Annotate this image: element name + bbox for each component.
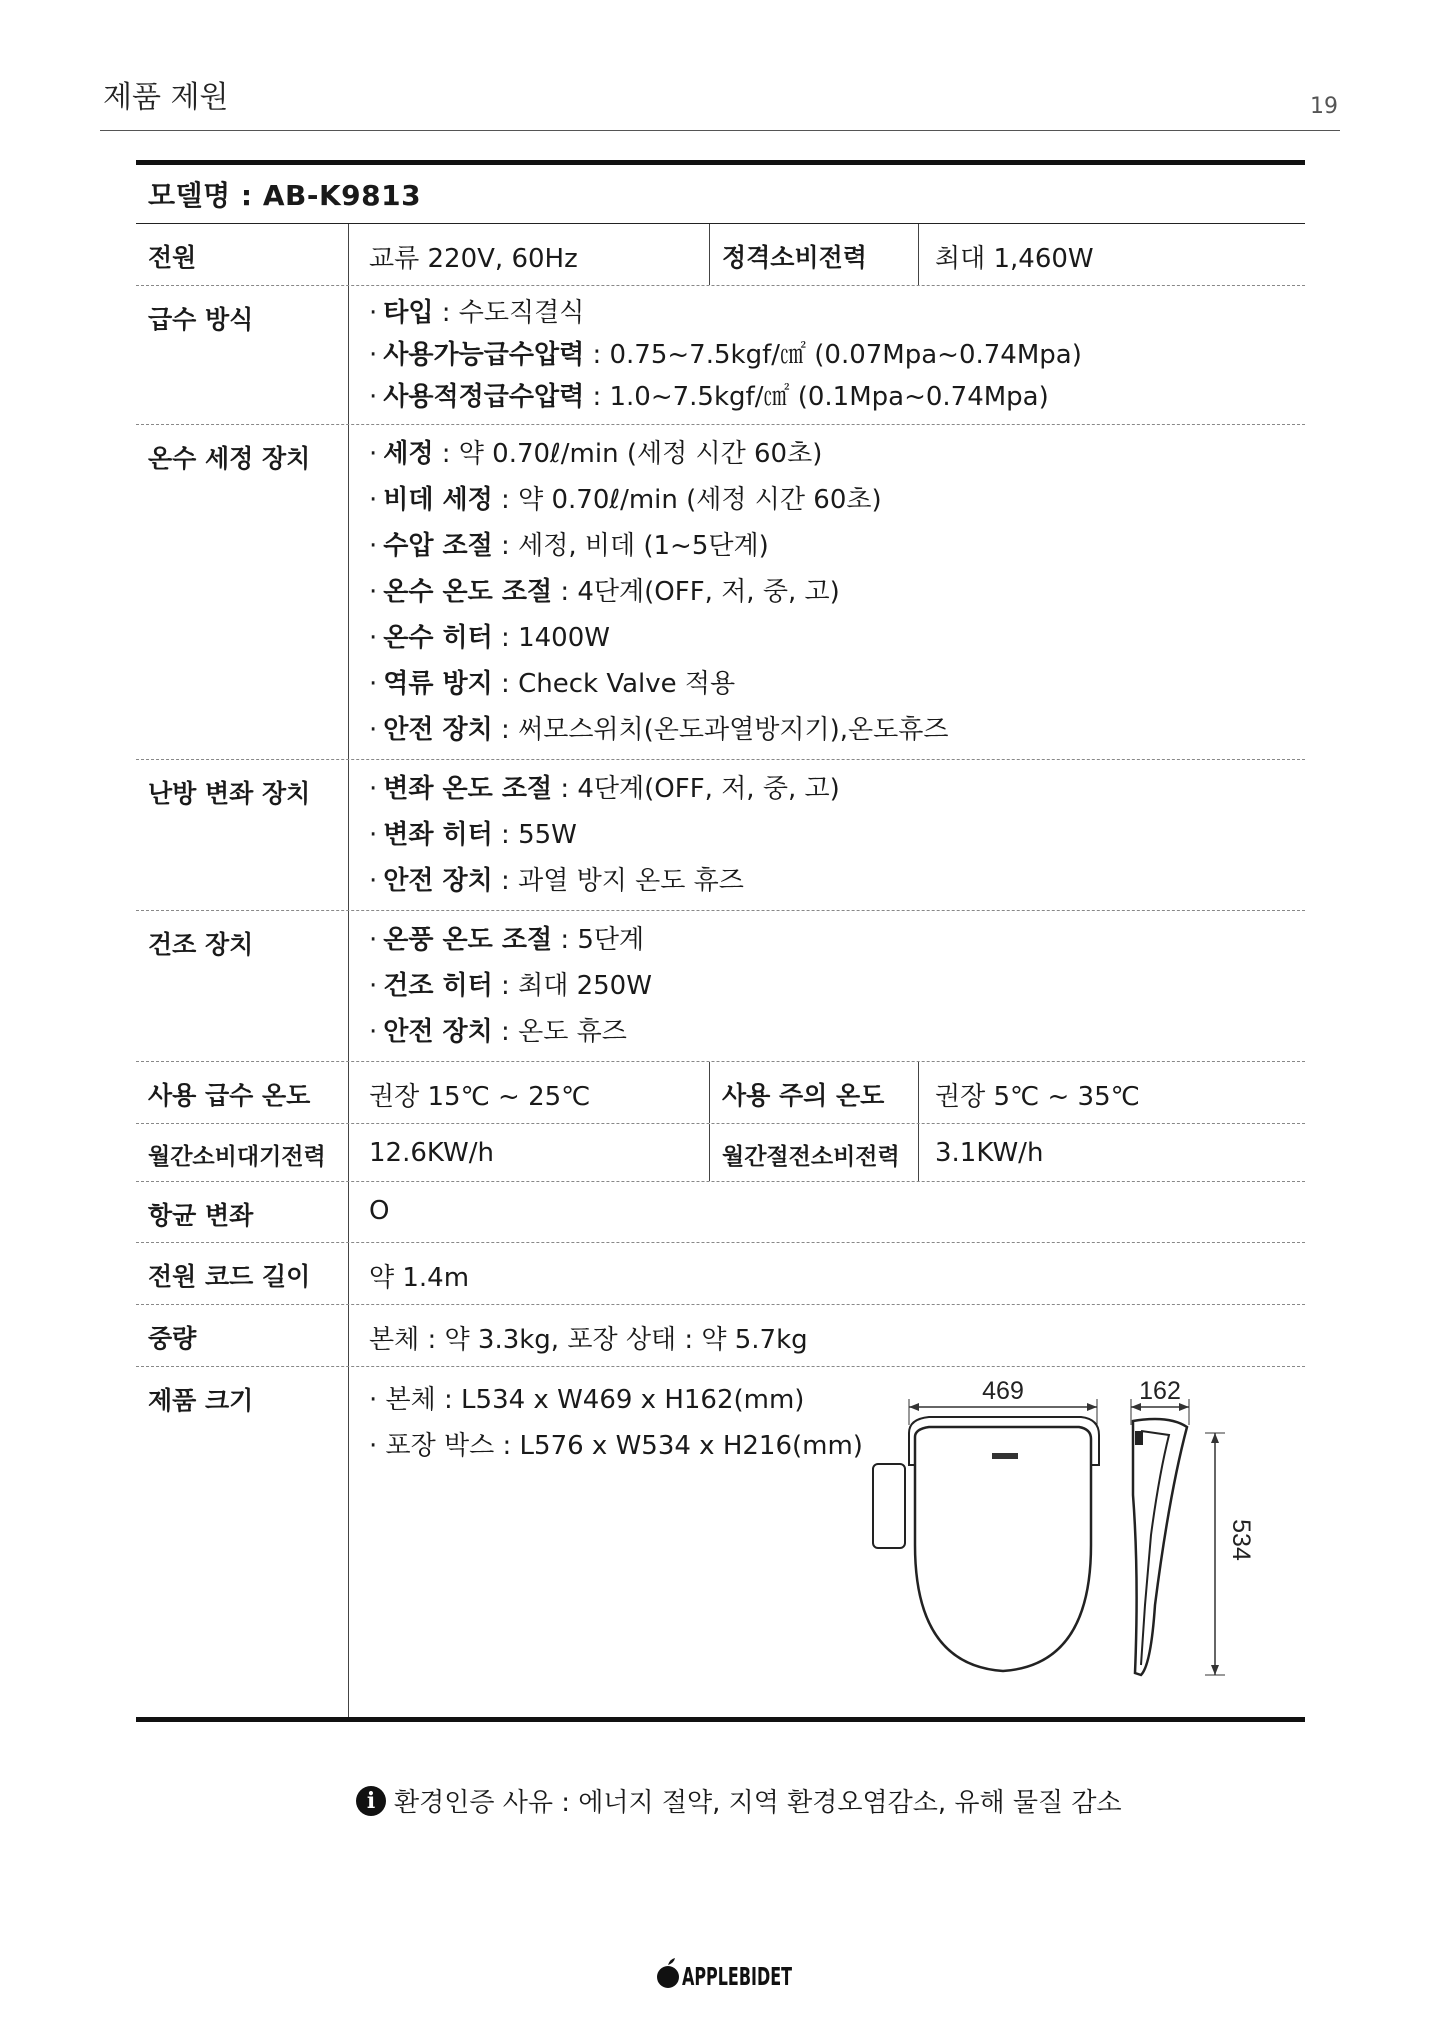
- list-item: · 온수 온도 조절 : 4단계(OFF, 저, 중, 고): [369, 577, 840, 607]
- spec-value: [349, 425, 1305, 759]
- spec-label: 사용 급수 온도: [136, 1062, 349, 1123]
- spec-row-seat-heating: [136, 760, 1305, 911]
- spec-row-monthly-power: [136, 1124, 1305, 1182]
- dimension-height-label: 162: [1139, 1377, 1181, 1405]
- spec-table: [136, 160, 1305, 1722]
- spec-row-warm-wash: [136, 425, 1305, 760]
- brand-logo: [654, 1956, 794, 1992]
- list-item: · 포장 박스 : L576 x W534 x H216(mm): [369, 1431, 863, 1461]
- spec-row-weight: [136, 1305, 1305, 1367]
- bullet-list: [369, 917, 1305, 1055]
- footnote-text: 환경인증 사유 : 에너지 절약, 지역 환경오염감소, 유해 물질 감소: [394, 1788, 1122, 1818]
- list-item: · 건조 히터 : 최대 250W: [369, 971, 652, 1001]
- bullet-list: [369, 1377, 863, 1469]
- front-view-icon: [873, 1417, 1099, 1671]
- side-view-icon: [1133, 1419, 1187, 1675]
- spec-row-cord-length: [136, 1243, 1305, 1305]
- list-item: · 안전 장치 : 써모스위치(온도과열방지기),온도휴즈: [369, 715, 949, 745]
- spec-label: 항균 변좌: [136, 1182, 349, 1242]
- list-item: · 본체 : L534 x W469 x H162(mm): [369, 1385, 805, 1415]
- list-item: · 사용적정급수압력 : 1.0~7.5kgf/㎠ (0.1Mpa~0.74Mpa): [369, 382, 1049, 412]
- product-dimension-diagram: [869, 1375, 1289, 1695]
- dimension-length-label: 534: [1227, 1519, 1255, 1561]
- list-item: · 온풍 온도 조절 : 5단계: [369, 925, 645, 955]
- spec-label: 월간절전소비전력: [709, 1124, 919, 1181]
- list-item: · 온수 히터 : 1400W: [369, 623, 610, 653]
- spec-row-water-supply: [136, 286, 1305, 425]
- footnote: [356, 1782, 1122, 1819]
- spec-label: 정격소비전력: [709, 224, 919, 285]
- list-item: · 사용가능급수압력 : 0.75~7.5kgf/㎠ (0.07Mpa~0.74Mpa): [369, 340, 1082, 370]
- spec-row-product-size: [136, 1367, 1305, 1717]
- spec-value: O: [369, 1196, 390, 1226]
- spec-label: 난방 변좌 장치: [136, 760, 349, 910]
- spec-label: 사용 주의 온도: [709, 1062, 919, 1123]
- header-divider: [100, 130, 1340, 131]
- spec-label: 온수 세정 장치: [136, 425, 349, 759]
- spec-label: 급수 방식: [136, 286, 349, 424]
- brand-name: APPLEBIDET: [682, 1962, 792, 1991]
- list-item: · 안전 장치 : 과열 방지 온도 휴즈: [369, 866, 744, 896]
- apple-logo-icon: [657, 1958, 679, 1988]
- model-row: [136, 165, 1305, 224]
- list-item: · 안전 장치 : 온도 휴즈: [369, 1017, 627, 1047]
- spec-value: 약 1.4m: [369, 1263, 470, 1293]
- model-name: 모델명 : AB-K9813: [148, 179, 422, 212]
- list-item: · 타입 : 수도직결식: [369, 298, 585, 328]
- page-title: 제품 제원: [103, 80, 229, 115]
- spec-row-temperature: [136, 1062, 1305, 1124]
- bullet-list: [369, 292, 1305, 418]
- spec-label: 중량: [136, 1305, 349, 1366]
- spec-label: 전원 코드 길이: [136, 1243, 349, 1304]
- spec-label: 월간소비대기전력: [136, 1124, 349, 1181]
- spec-value: 12.6KW/h: [369, 1138, 494, 1168]
- list-item: · 수압 조절 : 세정, 비데 (1~5단계): [369, 531, 769, 561]
- list-item: · 세정 : 약 0.70ℓ/min (세정 시간 60초): [369, 439, 823, 469]
- spec-value: [349, 760, 1305, 910]
- list-item: · 비데 세정 : 약 0.70ℓ/min (세정 시간 60초): [369, 485, 882, 515]
- spec-value: [349, 286, 1305, 424]
- spec-row-antibacterial: [136, 1182, 1305, 1243]
- bullet-list: [369, 766, 1305, 904]
- spec-value: 3.1KW/h: [935, 1138, 1044, 1168]
- spec-label: 건조 장치: [136, 911, 349, 1061]
- list-item: · 변좌 히터 : 55W: [369, 820, 577, 850]
- spec-value: 본체 : 약 3.3kg, 포장 상태 : 약 5.7kg: [369, 1325, 808, 1355]
- spec-value: 교류 220V, 60Hz: [369, 244, 578, 274]
- page-number: 19: [1310, 94, 1338, 119]
- spec-value: 권장 15℃ ~ 25℃: [369, 1082, 591, 1112]
- list-item: · 변좌 온도 조절 : 4단계(OFF, 저, 중, 고): [369, 774, 840, 804]
- spec-label: 제품 크기: [136, 1367, 349, 1717]
- spec-row-power: [136, 224, 1305, 286]
- dimension-width-label: 469: [982, 1377, 1024, 1405]
- spec-value: [349, 1367, 1305, 1717]
- spec-value: 권장 5℃ ~ 35℃: [935, 1082, 1140, 1112]
- bullet-list: [369, 431, 1305, 753]
- list-item: · 역류 방지 : Check Valve 적용: [369, 669, 736, 699]
- spec-value: 최대 1,460W: [935, 244, 1094, 274]
- info-icon: i: [356, 1786, 386, 1816]
- spec-row-dryer: [136, 911, 1305, 1062]
- spec-value: [349, 911, 1305, 1061]
- spec-label: 전원: [136, 224, 349, 285]
